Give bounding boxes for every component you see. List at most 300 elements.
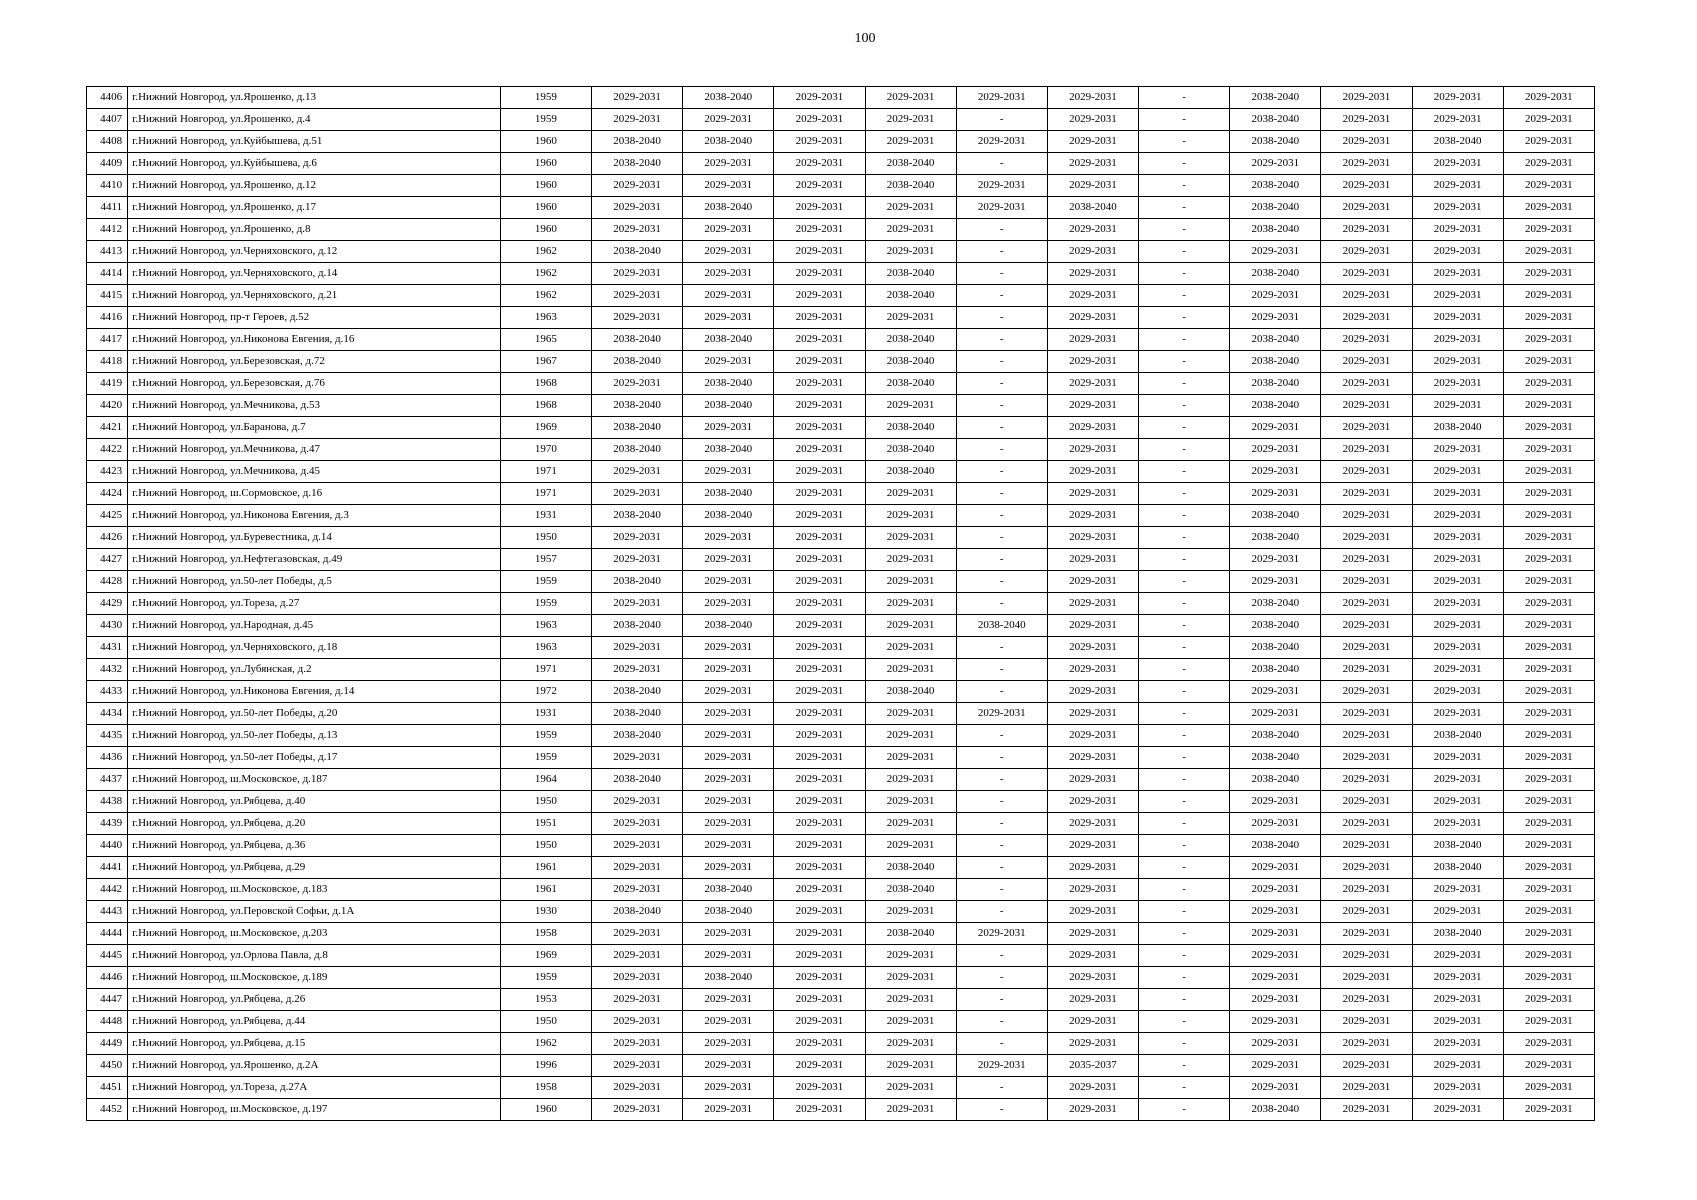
cell-term-2: 2029-2031 bbox=[683, 857, 774, 879]
table-row bbox=[87, 681, 1595, 703]
cell-term-10: 2038-2040 bbox=[1412, 725, 1503, 747]
cell-term-2: 2029-2031 bbox=[683, 791, 774, 813]
cell-term-5: - bbox=[956, 725, 1047, 747]
cell-term-2: 2029-2031 bbox=[683, 813, 774, 835]
cell-term-6: 2029-2031 bbox=[1047, 285, 1138, 307]
cell-term-8: 2029-2031 bbox=[1230, 1077, 1321, 1099]
cell-address: г.Нижний Новгород, ул.Ярошенко, д.12 bbox=[128, 175, 501, 197]
cell-term-4: 2029-2031 bbox=[865, 813, 956, 835]
cell-term-6: 2035-2037 bbox=[1047, 1055, 1138, 1077]
cell-term-9: 2029-2031 bbox=[1321, 1077, 1412, 1099]
cell-term-8: 2029-2031 bbox=[1230, 307, 1321, 329]
cell-term-5: - bbox=[956, 395, 1047, 417]
cell-address: г.Нижний Новгород, ш.Московское, д.187 bbox=[128, 769, 501, 791]
cell-term-1: 2029-2031 bbox=[591, 593, 682, 615]
cell-term-6: 2029-2031 bbox=[1047, 967, 1138, 989]
cell-term-4: 2029-2031 bbox=[865, 725, 956, 747]
cell-build-year: 1960 bbox=[500, 131, 591, 153]
cell-address: г.Нижний Новгород, ул.Мечникова, д.53 bbox=[128, 395, 501, 417]
cell-build-year: 1950 bbox=[500, 1011, 591, 1033]
cell-term-5: - bbox=[956, 439, 1047, 461]
cell-term-7: - bbox=[1139, 395, 1230, 417]
cell-term-11: 2029-2031 bbox=[1503, 87, 1594, 109]
cell-address: г.Нижний Новгород, ул.Ярошенко, д.13 bbox=[128, 87, 501, 109]
cell-term-4: 2029-2031 bbox=[865, 131, 956, 153]
cell-term-9: 2029-2031 bbox=[1321, 769, 1412, 791]
cell-term-3: 2029-2031 bbox=[774, 923, 865, 945]
table-row bbox=[87, 659, 1595, 681]
table-row bbox=[87, 373, 1595, 395]
table-row bbox=[87, 505, 1595, 527]
cell-term-1: 2038-2040 bbox=[591, 241, 682, 263]
cell-address: г.Нижний Новгород, ул.Мечникова, д.47 bbox=[128, 439, 501, 461]
cell-term-9: 2029-2031 bbox=[1321, 263, 1412, 285]
cell-term-3: 2029-2031 bbox=[774, 1055, 865, 1077]
cell-build-year: 1996 bbox=[500, 1055, 591, 1077]
cell-term-11: 2029-2031 bbox=[1503, 725, 1594, 747]
cell-address: г.Нижний Новгород, ул.Тореза, д.27 bbox=[128, 593, 501, 615]
cell-term-7: - bbox=[1139, 703, 1230, 725]
cell-term-5: - bbox=[956, 241, 1047, 263]
cell-build-year: 1958 bbox=[500, 1077, 591, 1099]
table-row bbox=[87, 901, 1595, 923]
cell-term-4: 2038-2040 bbox=[865, 351, 956, 373]
cell-term-8: 2029-2031 bbox=[1230, 1011, 1321, 1033]
cell-term-11: 2029-2031 bbox=[1503, 373, 1594, 395]
cell-term-6: 2029-2031 bbox=[1047, 615, 1138, 637]
cell-address: г.Нижний Новгород, ул.Черняховского, д.18 bbox=[128, 637, 501, 659]
cell-term-8: 2038-2040 bbox=[1230, 87, 1321, 109]
cell-term-4: 2029-2031 bbox=[865, 637, 956, 659]
cell-term-11: 2029-2031 bbox=[1503, 945, 1594, 967]
cell-row-number: 4442 bbox=[87, 879, 128, 901]
cell-term-4: 2029-2031 bbox=[865, 219, 956, 241]
cell-term-2: 2038-2040 bbox=[683, 505, 774, 527]
cell-term-5: - bbox=[956, 1011, 1047, 1033]
cell-address: г.Нижний Новгород, ул.Никонова Евгения, д.16 bbox=[128, 329, 501, 351]
cell-term-2: 2029-2031 bbox=[683, 175, 774, 197]
cell-term-9: 2029-2031 bbox=[1321, 1033, 1412, 1055]
cell-term-1: 2029-2031 bbox=[591, 791, 682, 813]
cell-address: г.Нижний Новгород, ул.Рябцева, д.44 bbox=[128, 1011, 501, 1033]
cell-term-4: 2029-2031 bbox=[865, 549, 956, 571]
cell-term-9: 2029-2031 bbox=[1321, 945, 1412, 967]
cell-term-8: 2029-2031 bbox=[1230, 989, 1321, 1011]
cell-build-year: 1950 bbox=[500, 835, 591, 857]
cell-term-8: 2029-2031 bbox=[1230, 703, 1321, 725]
cell-term-1: 2029-2031 bbox=[591, 857, 682, 879]
cell-term-11: 2029-2031 bbox=[1503, 571, 1594, 593]
cell-term-3: 2029-2031 bbox=[774, 417, 865, 439]
cell-term-9: 2029-2031 bbox=[1321, 307, 1412, 329]
cell-term-9: 2029-2031 bbox=[1321, 153, 1412, 175]
cell-term-3: 2029-2031 bbox=[774, 1011, 865, 1033]
cell-term-6: 2029-2031 bbox=[1047, 857, 1138, 879]
cell-term-5: - bbox=[956, 505, 1047, 527]
cell-term-4: 2029-2031 bbox=[865, 593, 956, 615]
cell-term-2: 2029-2031 bbox=[683, 241, 774, 263]
cell-term-2: 2029-2031 bbox=[683, 747, 774, 769]
cell-term-5: - bbox=[956, 527, 1047, 549]
cell-build-year: 1959 bbox=[500, 593, 591, 615]
cell-term-2: 2029-2031 bbox=[683, 351, 774, 373]
cell-term-6: 2029-2031 bbox=[1047, 417, 1138, 439]
cell-term-11: 2029-2031 bbox=[1503, 175, 1594, 197]
cell-term-7: - bbox=[1139, 131, 1230, 153]
cell-term-8: 2038-2040 bbox=[1230, 1099, 1321, 1121]
cell-term-10: 2029-2031 bbox=[1412, 153, 1503, 175]
table-row bbox=[87, 1033, 1595, 1055]
cell-term-1: 2029-2031 bbox=[591, 175, 682, 197]
cell-term-6: 2029-2031 bbox=[1047, 1033, 1138, 1055]
cell-term-2: 2029-2031 bbox=[683, 1077, 774, 1099]
cell-term-4: 2029-2031 bbox=[865, 967, 956, 989]
table-row bbox=[87, 989, 1595, 1011]
cell-term-9: 2029-2031 bbox=[1321, 637, 1412, 659]
cell-term-7: - bbox=[1139, 813, 1230, 835]
cell-term-9: 2029-2031 bbox=[1321, 131, 1412, 153]
cell-term-9: 2029-2031 bbox=[1321, 1011, 1412, 1033]
table-row bbox=[87, 329, 1595, 351]
cell-term-10: 2029-2031 bbox=[1412, 307, 1503, 329]
cell-term-1: 2029-2031 bbox=[591, 373, 682, 395]
cell-term-1: 2029-2031 bbox=[591, 549, 682, 571]
cell-term-4: 2038-2040 bbox=[865, 175, 956, 197]
cell-term-7: - bbox=[1139, 747, 1230, 769]
cell-build-year: 1967 bbox=[500, 351, 591, 373]
cell-term-4: 2038-2040 bbox=[865, 329, 956, 351]
cell-term-3: 2029-2031 bbox=[774, 681, 865, 703]
cell-address: г.Нижний Новгород, ул.Рябцева, д.15 bbox=[128, 1033, 501, 1055]
cell-term-7: - bbox=[1139, 175, 1230, 197]
cell-term-1: 2029-2031 bbox=[591, 659, 682, 681]
cell-term-11: 2029-2031 bbox=[1503, 263, 1594, 285]
cell-term-7: - bbox=[1139, 329, 1230, 351]
cell-term-4: 2029-2031 bbox=[865, 571, 956, 593]
cell-term-4: 2029-2031 bbox=[865, 1055, 956, 1077]
cell-address: г.Нижний Новгород, ул.Нефтегазовская, д.49 bbox=[128, 549, 501, 571]
cell-term-7: - bbox=[1139, 483, 1230, 505]
cell-row-number: 4438 bbox=[87, 791, 128, 813]
cell-term-2: 2038-2040 bbox=[683, 483, 774, 505]
cell-term-4: 2029-2031 bbox=[865, 901, 956, 923]
cell-build-year: 1931 bbox=[500, 703, 591, 725]
cell-row-number: 4437 bbox=[87, 769, 128, 791]
cell-term-9: 2029-2031 bbox=[1321, 461, 1412, 483]
cell-term-10: 2029-2031 bbox=[1412, 615, 1503, 637]
cell-term-2: 2029-2031 bbox=[683, 769, 774, 791]
cell-term-1: 2038-2040 bbox=[591, 395, 682, 417]
cell-address: г.Нижний Новгород, ул.Буревестника, д.14 bbox=[128, 527, 501, 549]
cell-term-3: 2029-2031 bbox=[774, 593, 865, 615]
cell-term-1: 2038-2040 bbox=[591, 681, 682, 703]
table-row bbox=[87, 769, 1595, 791]
cell-term-7: - bbox=[1139, 351, 1230, 373]
cell-term-7: - bbox=[1139, 307, 1230, 329]
cell-term-3: 2029-2031 bbox=[774, 1077, 865, 1099]
cell-build-year: 1962 bbox=[500, 263, 591, 285]
cell-term-2: 2029-2031 bbox=[683, 681, 774, 703]
cell-term-11: 2029-2031 bbox=[1503, 1055, 1594, 1077]
table-row bbox=[87, 1099, 1595, 1121]
cell-address: г.Нижний Новгород, пр-т Героев, д.52 bbox=[128, 307, 501, 329]
cell-address: г.Нижний Новгород, ул.Ярошенко, д.8 bbox=[128, 219, 501, 241]
cell-row-number: 4424 bbox=[87, 483, 128, 505]
cell-address: г.Нижний Новгород, ул.Рябцева, д.20 bbox=[128, 813, 501, 835]
cell-row-number: 4407 bbox=[87, 109, 128, 131]
cell-row-number: 4436 bbox=[87, 747, 128, 769]
cell-term-3: 2029-2031 bbox=[774, 945, 865, 967]
cell-term-1: 2029-2031 bbox=[591, 747, 682, 769]
cell-build-year: 1950 bbox=[500, 527, 591, 549]
cell-term-5: 2029-2031 bbox=[956, 131, 1047, 153]
cell-term-8: 2029-2031 bbox=[1230, 923, 1321, 945]
cell-build-year: 1963 bbox=[500, 615, 591, 637]
cell-term-11: 2029-2031 bbox=[1503, 615, 1594, 637]
cell-term-3: 2029-2031 bbox=[774, 659, 865, 681]
table-row bbox=[87, 593, 1595, 615]
cell-term-5: - bbox=[956, 549, 1047, 571]
cell-term-9: 2029-2031 bbox=[1321, 1099, 1412, 1121]
cell-term-7: - bbox=[1139, 439, 1230, 461]
cell-term-4: 2029-2031 bbox=[865, 307, 956, 329]
cell-term-8: 2029-2031 bbox=[1230, 857, 1321, 879]
cell-term-5: - bbox=[956, 901, 1047, 923]
cell-term-9: 2029-2031 bbox=[1321, 967, 1412, 989]
cell-term-10: 2029-2031 bbox=[1412, 659, 1503, 681]
cell-term-3: 2029-2031 bbox=[774, 571, 865, 593]
cell-address: г.Нижний Новгород, ул.Лубянская, д.2 bbox=[128, 659, 501, 681]
cell-term-9: 2029-2031 bbox=[1321, 725, 1412, 747]
cell-term-7: - bbox=[1139, 1077, 1230, 1099]
cell-term-10: 2029-2031 bbox=[1412, 1011, 1503, 1033]
cell-row-number: 4409 bbox=[87, 153, 128, 175]
cell-term-7: - bbox=[1139, 681, 1230, 703]
table-row bbox=[87, 1077, 1595, 1099]
cell-term-1: 2029-2031 bbox=[591, 219, 682, 241]
cell-term-6: 2029-2031 bbox=[1047, 549, 1138, 571]
cell-term-5: - bbox=[956, 307, 1047, 329]
cell-term-2: 2029-2031 bbox=[683, 263, 774, 285]
cell-term-9: 2029-2031 bbox=[1321, 87, 1412, 109]
cell-address: г.Нижний Новгород, ул.Никонова Евгения, д.3 bbox=[128, 505, 501, 527]
table-row bbox=[87, 571, 1595, 593]
cell-term-3: 2029-2031 bbox=[774, 439, 865, 461]
table-row bbox=[87, 813, 1595, 835]
cell-build-year: 1961 bbox=[500, 879, 591, 901]
cell-term-8: 2038-2040 bbox=[1230, 593, 1321, 615]
cell-term-11: 2029-2031 bbox=[1503, 109, 1594, 131]
cell-term-10: 2029-2031 bbox=[1412, 109, 1503, 131]
cell-term-11: 2029-2031 bbox=[1503, 241, 1594, 263]
cell-term-10: 2029-2031 bbox=[1412, 351, 1503, 373]
housing-schedule-table bbox=[86, 86, 1595, 1121]
cell-term-10: 2038-2040 bbox=[1412, 131, 1503, 153]
cell-term-3: 2029-2031 bbox=[774, 329, 865, 351]
cell-address: г.Нижний Новгород, ул.Рябцева, д.40 bbox=[128, 791, 501, 813]
table-row bbox=[87, 307, 1595, 329]
cell-term-6: 2029-2031 bbox=[1047, 1077, 1138, 1099]
cell-term-3: 2029-2031 bbox=[774, 483, 865, 505]
cell-term-2: 2038-2040 bbox=[683, 87, 774, 109]
cell-term-8: 2038-2040 bbox=[1230, 505, 1321, 527]
cell-term-10: 2029-2031 bbox=[1412, 1055, 1503, 1077]
cell-term-2: 2029-2031 bbox=[683, 109, 774, 131]
cell-address: г.Нижний Новгород, ул.50-лет Победы, д.5 bbox=[128, 571, 501, 593]
cell-term-10: 2029-2031 bbox=[1412, 1077, 1503, 1099]
cell-term-7: - bbox=[1139, 989, 1230, 1011]
cell-term-9: 2029-2031 bbox=[1321, 879, 1412, 901]
cell-row-number: 4452 bbox=[87, 1099, 128, 1121]
cell-term-9: 2029-2031 bbox=[1321, 483, 1412, 505]
cell-term-2: 2038-2040 bbox=[683, 373, 774, 395]
cell-term-3: 2029-2031 bbox=[774, 747, 865, 769]
cell-address: г.Нижний Новгород, ул.Ярошенко, д.4 bbox=[128, 109, 501, 131]
cell-term-4: 2029-2031 bbox=[865, 197, 956, 219]
table-row bbox=[87, 483, 1595, 505]
cell-term-7: - bbox=[1139, 967, 1230, 989]
cell-term-11: 2029-2031 bbox=[1503, 439, 1594, 461]
cell-term-2: 2029-2031 bbox=[683, 417, 774, 439]
cell-term-9: 2029-2031 bbox=[1321, 175, 1412, 197]
cell-term-3: 2029-2031 bbox=[774, 813, 865, 835]
cell-term-9: 2029-2031 bbox=[1321, 593, 1412, 615]
cell-build-year: 1971 bbox=[500, 659, 591, 681]
cell-term-10: 2038-2040 bbox=[1412, 417, 1503, 439]
cell-address: г.Нижний Новгород, ул.Народная, д.45 bbox=[128, 615, 501, 637]
cell-term-3: 2029-2031 bbox=[774, 131, 865, 153]
cell-term-11: 2029-2031 bbox=[1503, 153, 1594, 175]
cell-term-10: 2029-2031 bbox=[1412, 637, 1503, 659]
cell-term-9: 2029-2031 bbox=[1321, 659, 1412, 681]
cell-term-8: 2038-2040 bbox=[1230, 263, 1321, 285]
cell-term-5: - bbox=[956, 967, 1047, 989]
cell-term-9: 2029-2031 bbox=[1321, 329, 1412, 351]
cell-term-5: - bbox=[956, 637, 1047, 659]
cell-term-9: 2029-2031 bbox=[1321, 505, 1412, 527]
cell-row-number: 4406 bbox=[87, 87, 128, 109]
cell-address: г.Нижний Новгород, ул.Ярошенко, д.17 bbox=[128, 197, 501, 219]
cell-term-7: - bbox=[1139, 109, 1230, 131]
cell-term-3: 2029-2031 bbox=[774, 241, 865, 263]
cell-term-11: 2029-2031 bbox=[1503, 967, 1594, 989]
cell-term-9: 2029-2031 bbox=[1321, 1055, 1412, 1077]
cell-term-1: 2038-2040 bbox=[591, 615, 682, 637]
cell-term-1: 2038-2040 bbox=[591, 131, 682, 153]
cell-term-5: - bbox=[956, 747, 1047, 769]
table-row bbox=[87, 923, 1595, 945]
cell-term-8: 2029-2031 bbox=[1230, 285, 1321, 307]
cell-term-9: 2029-2031 bbox=[1321, 439, 1412, 461]
cell-term-11: 2029-2031 bbox=[1503, 857, 1594, 879]
cell-term-7: - bbox=[1139, 659, 1230, 681]
cell-term-7: - bbox=[1139, 373, 1230, 395]
cell-term-4: 2029-2031 bbox=[865, 791, 956, 813]
cell-term-10: 2038-2040 bbox=[1412, 857, 1503, 879]
cell-term-10: 2029-2031 bbox=[1412, 571, 1503, 593]
cell-term-8: 2038-2040 bbox=[1230, 747, 1321, 769]
table-row bbox=[87, 263, 1595, 285]
cell-term-2: 2038-2040 bbox=[683, 395, 774, 417]
page-number: 100 bbox=[854, 31, 876, 46]
cell-term-7: - bbox=[1139, 879, 1230, 901]
cell-row-number: 4420 bbox=[87, 395, 128, 417]
cell-term-8: 2038-2040 bbox=[1230, 659, 1321, 681]
cell-term-6: 2038-2040 bbox=[1047, 197, 1138, 219]
cell-term-3: 2029-2031 bbox=[774, 351, 865, 373]
cell-term-2: 2029-2031 bbox=[683, 153, 774, 175]
cell-term-4: 2029-2031 bbox=[865, 241, 956, 263]
cell-term-3: 2029-2031 bbox=[774, 527, 865, 549]
cell-build-year: 1953 bbox=[500, 989, 591, 1011]
cell-term-4: 2038-2040 bbox=[865, 461, 956, 483]
cell-build-year: 1962 bbox=[500, 241, 591, 263]
cell-term-1: 2029-2031 bbox=[591, 1011, 682, 1033]
table-row bbox=[87, 725, 1595, 747]
cell-row-number: 4445 bbox=[87, 945, 128, 967]
cell-term-6: 2029-2031 bbox=[1047, 813, 1138, 835]
cell-term-7: - bbox=[1139, 901, 1230, 923]
cell-term-8: 2029-2031 bbox=[1230, 945, 1321, 967]
cell-term-6: 2029-2031 bbox=[1047, 241, 1138, 263]
table-row bbox=[87, 285, 1595, 307]
cell-term-4: 2029-2031 bbox=[865, 989, 956, 1011]
cell-term-5: - bbox=[956, 571, 1047, 593]
cell-term-5: 2029-2031 bbox=[956, 1055, 1047, 1077]
cell-build-year: 1960 bbox=[500, 175, 591, 197]
cell-term-8: 2038-2040 bbox=[1230, 351, 1321, 373]
cell-term-7: - bbox=[1139, 461, 1230, 483]
cell-term-1: 2029-2031 bbox=[591, 835, 682, 857]
cell-term-10: 2038-2040 bbox=[1412, 923, 1503, 945]
cell-term-1: 2029-2031 bbox=[591, 879, 682, 901]
cell-term-3: 2029-2031 bbox=[774, 87, 865, 109]
cell-term-4: 2038-2040 bbox=[865, 285, 956, 307]
cell-term-9: 2029-2031 bbox=[1321, 395, 1412, 417]
cell-address: г.Нижний Новгород, ул.Черняховского, д.14 bbox=[128, 263, 501, 285]
cell-row-number: 4419 bbox=[87, 373, 128, 395]
cell-term-1: 2029-2031 bbox=[591, 263, 682, 285]
cell-term-7: - bbox=[1139, 549, 1230, 571]
cell-build-year: 1962 bbox=[500, 285, 591, 307]
cell-term-8: 2038-2040 bbox=[1230, 109, 1321, 131]
cell-term-9: 2029-2031 bbox=[1321, 373, 1412, 395]
cell-build-year: 1959 bbox=[500, 87, 591, 109]
cell-address: г.Нижний Новгород, ул.Перовской Софьи, д.1А bbox=[128, 901, 501, 923]
cell-term-7: - bbox=[1139, 241, 1230, 263]
cell-term-2: 2029-2031 bbox=[683, 1099, 774, 1121]
cell-term-9: 2029-2031 bbox=[1321, 197, 1412, 219]
cell-term-5: - bbox=[956, 219, 1047, 241]
cell-term-10: 2029-2031 bbox=[1412, 945, 1503, 967]
cell-term-2: 2029-2031 bbox=[683, 1055, 774, 1077]
cell-row-number: 4422 bbox=[87, 439, 128, 461]
cell-term-5: 2029-2031 bbox=[956, 703, 1047, 725]
cell-term-4: 2029-2031 bbox=[865, 747, 956, 769]
cell-term-3: 2029-2031 bbox=[774, 857, 865, 879]
cell-term-4: 2029-2031 bbox=[865, 395, 956, 417]
cell-term-8: 2038-2040 bbox=[1230, 373, 1321, 395]
cell-term-7: - bbox=[1139, 725, 1230, 747]
cell-term-1: 2038-2040 bbox=[591, 703, 682, 725]
cell-row-number: 4443 bbox=[87, 901, 128, 923]
cell-term-7: - bbox=[1139, 263, 1230, 285]
cell-term-10: 2029-2031 bbox=[1412, 483, 1503, 505]
cell-term-2: 2038-2040 bbox=[683, 879, 774, 901]
cell-term-4: 2029-2031 bbox=[865, 87, 956, 109]
cell-row-number: 4429 bbox=[87, 593, 128, 615]
cell-term-11: 2029-2031 bbox=[1503, 1077, 1594, 1099]
